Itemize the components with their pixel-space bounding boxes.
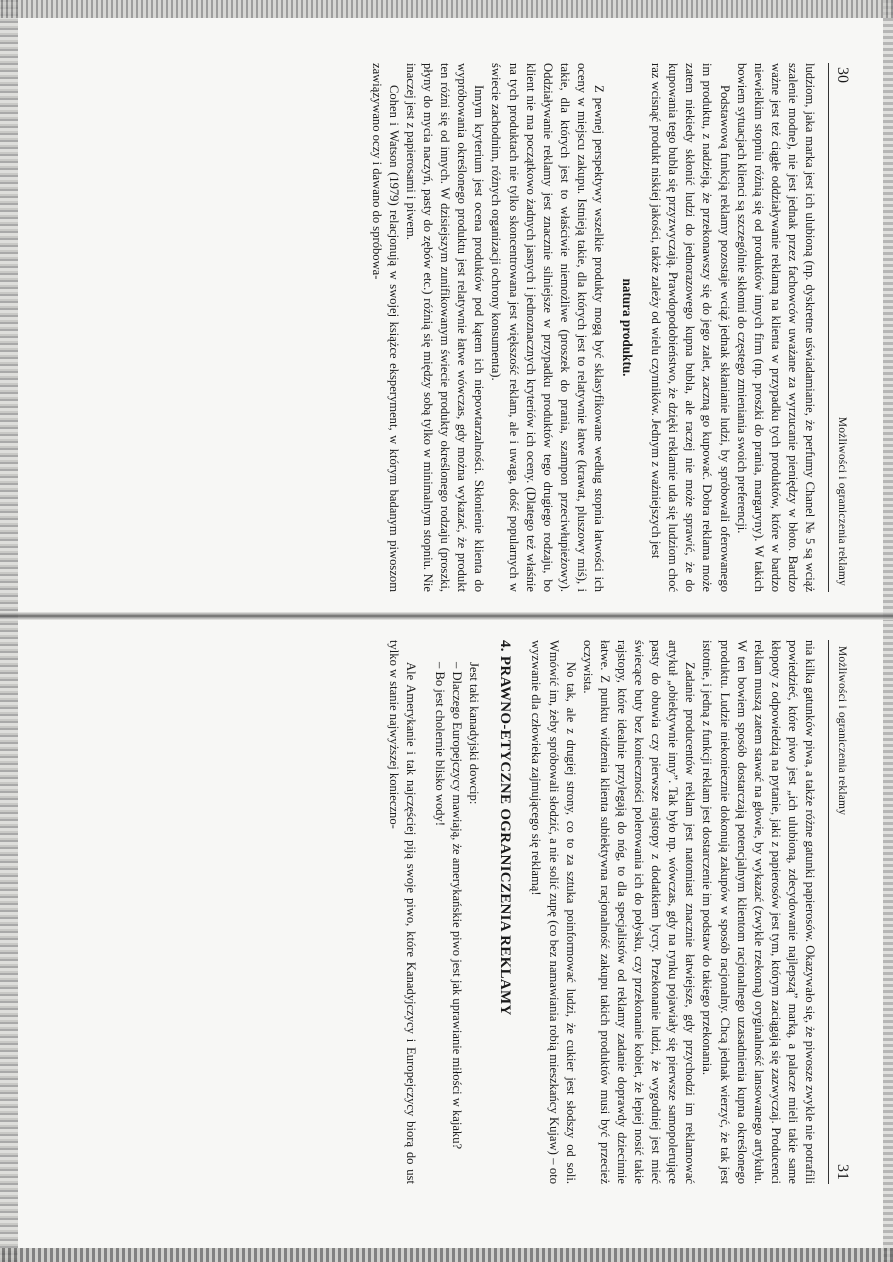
paragraph: Innym kryterium jest ocena produktów pod kątem ich niepowtarzalności. Skłonienie klienta do wypróbowania określonego produktu jest relatywnie łatwe wówczas, gdy można wykazać, że produkt ten różni się od innych. W dzisiejszym zunifikowanym świecie produkty określonego rodzaju (proszki, płyny do mycia naczyń, pasty do zębów etc.) różnią się między sobą tylko w minimalnym stopniu. Nie inaczej jest z papierosami i piwem. [404, 63, 487, 592]
chapter-heading: 4. PRAWNO-ETYCZNE OGRANICZENIA REKLAMY [497, 640, 514, 1016]
paragraph: Z pewnej perspektywy wszelkie produkty mogą być sklasyfikowane według stopnia łatwości ich oceny w miejscu zakupu. Istnieją takie, dla których jest to relatywnie łatwe (krawat, pluszowy miś), i takie, dla których jest to właściwie niemożliwe (proszek do prania, szampon przeciwłupieżowy). Oddziaływanie reklamy jest znacznie silniejsze w przypadku produktów tego drugiego rodzaju, bo klient nie ma początkowo żadnych jasnych i jednoznacznych kryteriów ich oceny. (Dlatego też właśnie na tych produktach nie tylko skoncentrowana jest większość reklam, ale i uwaga, dość popularnych w świecie zachodnim, różnych organizacji ochrony konsumenta). [489, 63, 607, 592]
scan-edge-left [0, 0, 893, 18]
book-gutter [0, 612, 893, 620]
left-page [43, 55, 853, 600]
paragraph: No tak, ale z drugiej strony, co to za sztuka poinformować ludzi, że cukier jest słodszy od soli. Wmówić im, żeby spróbowali słodzić, a nie solić zupę (co bez namawiania robią mieszkańcy Kujaw) – oto wyzwanie dla człowieka zajmującego się reklamą! [529, 640, 578, 1184]
dialogue-line: – Bo jest cholernie blisko wody! [433, 662, 448, 827]
page-number-left: 30 [834, 67, 851, 83]
scan-edge-top [883, 0, 893, 1262]
running-head-right [828, 640, 853, 1184]
paragraph: Zadanie producentów reklam jest natomiast znacznie łatwiejsze, gdy przychodzi im reklamować artykuł „obiektywnie inny”. Tak było np. wówczas, gdy na rynku pojawiały się pierwsze samopolerujące pasty do obuwia czy pierwsze rajstopy z dodatkiem lycry. Przekonanie ludzi, że wygodniej jest mieć świecące buty bez konieczności polerowania ich do połysku, czy przekonanie kobiet, że lepiej nosić takie rajstopy, które idealnie przylegają do nóg, to dla specjalistów od reklamy zadanie doprawdy dziecinnie łatwe. Z punktu widzenia klienta subiektywna racjonalność zakupu takich produktów musi być przecież oczywista. [580, 640, 698, 1184]
paragraph: Jest taki kanadyjski dowcip: [467, 662, 482, 805]
paragraph: ludziom, jaka marka jest ich ulubioną (np. dyskretne uświadamianie, że perfumy Chanel № 5 są wciąż szalenie modne), nie jest jednak przez fachowców uważane za wyrzucanie pieniędzy w błoto. Bardzo ważne jest też ciągłe oddziaływanie reklamą na klienta w przypadku tych produktów, które w bardzo niewielkim stopniu różnią się od produktów innych firm (np. proszki do prania, margaryny). W takich bowiem sytuacjach klienci są szczególnie skłonni do częstego zmieniania swoich preferencji. [734, 63, 817, 592]
running-title-right: Możliwości i ograniczenia reklamy [836, 646, 848, 816]
page-number-right: 31 [834, 1164, 851, 1180]
paragraph: nia kilka gatunków piwa, a także różne gatunki papierosów. Okazywało się, że piwosze zwykle nie potrafili powiedzieć, które piwo jest „ich ulubioną, zdecydowanie najlepszą” marką, a palacze mieli takie same kłopoty z odpowiedzią na pytanie, jaki z papierosów jest tym, którym zaciągają się zazwyczaj. Producenci reklam muszą zatem stawać na głowie, by wykazać (zwykle rzekomą) oryginalność lansowanego artykułu. W ten bowiem sposób dostarczają potencjalnym klientom racjonalnego uzasadnienia kupna określonego produktu. Ludzie niekoniecznie dokonują zakupów w sposób racjonalny. Chcą jednak wierzyć, że tak jest istotnie, i jedną z funkcji reklam jest dostarczenie im podstaw do takiego przekonania. [700, 640, 817, 1184]
section-subheading: natura produktu. [620, 278, 636, 377]
paragraph: Podstawową funkcją reklamy pozostaje wciąż jednak skłanianie ludzi, by spróbowali oferowanego im produktu, z nadzieją, że przekonawszy się do jego zalet, zaczną go kupować. Dobra reklama może zatem niekiedy skłonić ludzi do jednorazowego kupna bubla, ale raczej nie może sprawić, że do kupowania tego bubla się przyzwyczają. Prawdopodobieństwo, że dzięki reklamie uda się ludziom choć raz wcisnąć produkt niskiej jakości, także zależy od wielu czynników. Jednym z ważniejszych jest [649, 63, 732, 592]
scan-edge-bottom [0, 0, 18, 1262]
right-page [43, 632, 853, 1192]
dialogue-line: – Dlaczego Europejczycy mawiają, że amerykańskie piwo jest jak uprawianie miłości w kajaku? [450, 662, 465, 1150]
scan-edge-right [0, 1248, 893, 1262]
paragraph: Ale Amerykanie i tak najczęściej piją swoje piwo, które Kanadyjczycy i Europejczycy biorą do ust tylko w stanie najwyższej konieczno- [387, 640, 419, 1184]
running-title-left: Możliwości i ograniczenia reklamy [836, 416, 848, 586]
paragraph: Cohen i Watson (1979) relacjonują w swojej książce eksperyment, w którym badanym piwoszom zawiązywano oczy i dawano do spróbowa- [369, 63, 401, 592]
running-head-left [828, 63, 853, 592]
